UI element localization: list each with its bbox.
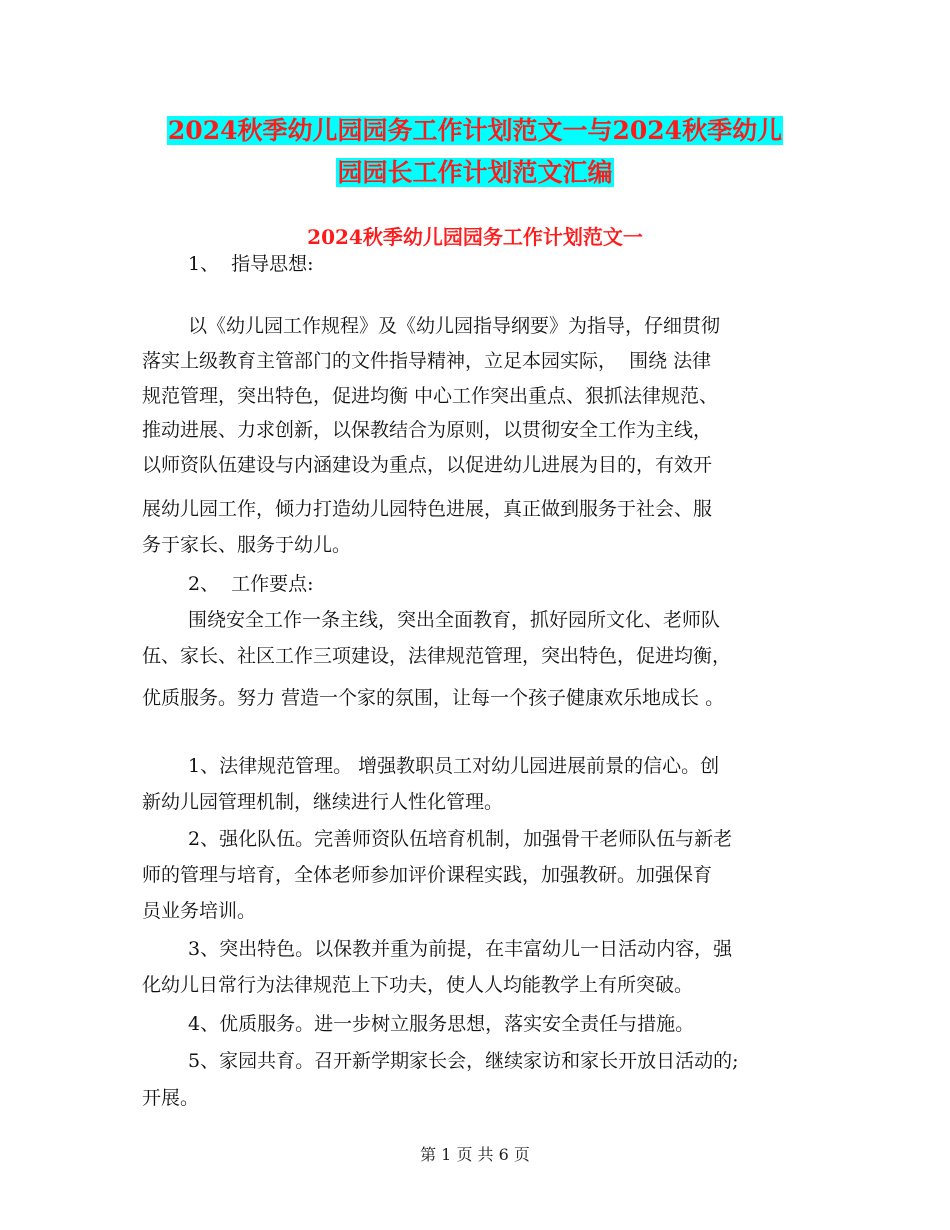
paragraph-line: 优质服务。努力 营造一个家的氛围，让每一个孩子健康欢乐地成长 。 bbox=[142, 687, 725, 709]
list-item: 3、突出特色。以保教并重为前提，在丰富幼儿一日活动内容，强 bbox=[188, 938, 733, 960]
document-title-line-1: 2024秋季幼儿园园务工作计划范文一与2024秋季幼儿 bbox=[167, 116, 783, 145]
paragraph-line: 规范管理，突出特色，促进均衡 中心工作突出重点、狠抓法律规范、 bbox=[142, 385, 719, 407]
paragraph-line: 推动进展、力求创新，以保教结合为原则，以贯彻安全工作为主线， bbox=[142, 419, 713, 441]
paragraph-line: 展幼儿园工作，倾力打造幼儿园特色进展，真正做到服务于社会、服 bbox=[142, 498, 713, 520]
list-item: 5、家园共育。召开新学期家长会，继续家访和家长开放日活动的; bbox=[188, 1050, 739, 1072]
paragraph-line: 以《幼儿园工作规程》及《幼儿园指导纲要》为指导，仔细贯彻 bbox=[188, 315, 721, 337]
paragraph-line: 务于家长、服务于幼儿。 bbox=[142, 534, 352, 556]
heading-guiding-thought: 1、 指导思想: bbox=[188, 253, 314, 275]
paragraph-line: 落实上级教育主管部门的文件指导精神，立足本园实际， 围绕 法律 bbox=[142, 350, 712, 372]
paragraph-line: 伍、家长、社区工作三项建设，法律规范管理，突出特色，促进均衡， bbox=[142, 645, 732, 667]
paragraph-line: 开展。 bbox=[142, 1087, 200, 1109]
paragraph-line: 新幼儿园管理机制，继续进行人性化管理。 bbox=[142, 791, 504, 813]
list-item: 4、优质服务。进一步树立服务思想，落实安全责任与措施。 bbox=[188, 1013, 695, 1035]
paragraph-line: 员业务培训。 bbox=[142, 900, 257, 922]
paragraph-line: 以师资队伍建设与内涵建设为重点，以促进幼儿进展为目的，有效开 bbox=[142, 454, 713, 476]
list-item: 2、强化队伍。完善师资队伍培育机制，加强骨干老师队伍与新老 bbox=[188, 828, 733, 850]
paragraph-line: 化幼儿日常行为法律规范上下功夫，使人人均能教学上有所突破。 bbox=[142, 974, 694, 996]
document-title-line-2: 园园长工作计划范文汇编 bbox=[337, 158, 613, 187]
section-title: 2024秋季幼儿园园务工作计划范文一 bbox=[307, 225, 643, 249]
list-item: 1、法律规范管理。 增强教职员工对幼儿园进展前景的信心。创 bbox=[188, 755, 720, 777]
page-footer: 第 1 页 共 6 页 bbox=[420, 1145, 530, 1164]
heading-work-points: 2、 工作要点: bbox=[188, 573, 314, 595]
paragraph-line: 围绕安全工作一条主线，突出全面教育，抓好园所文化、老师队 bbox=[188, 609, 721, 631]
paragraph-line: 师的管理与培育，全体老师参加评价课程实践，加强教研。加强保育 bbox=[142, 864, 713, 886]
